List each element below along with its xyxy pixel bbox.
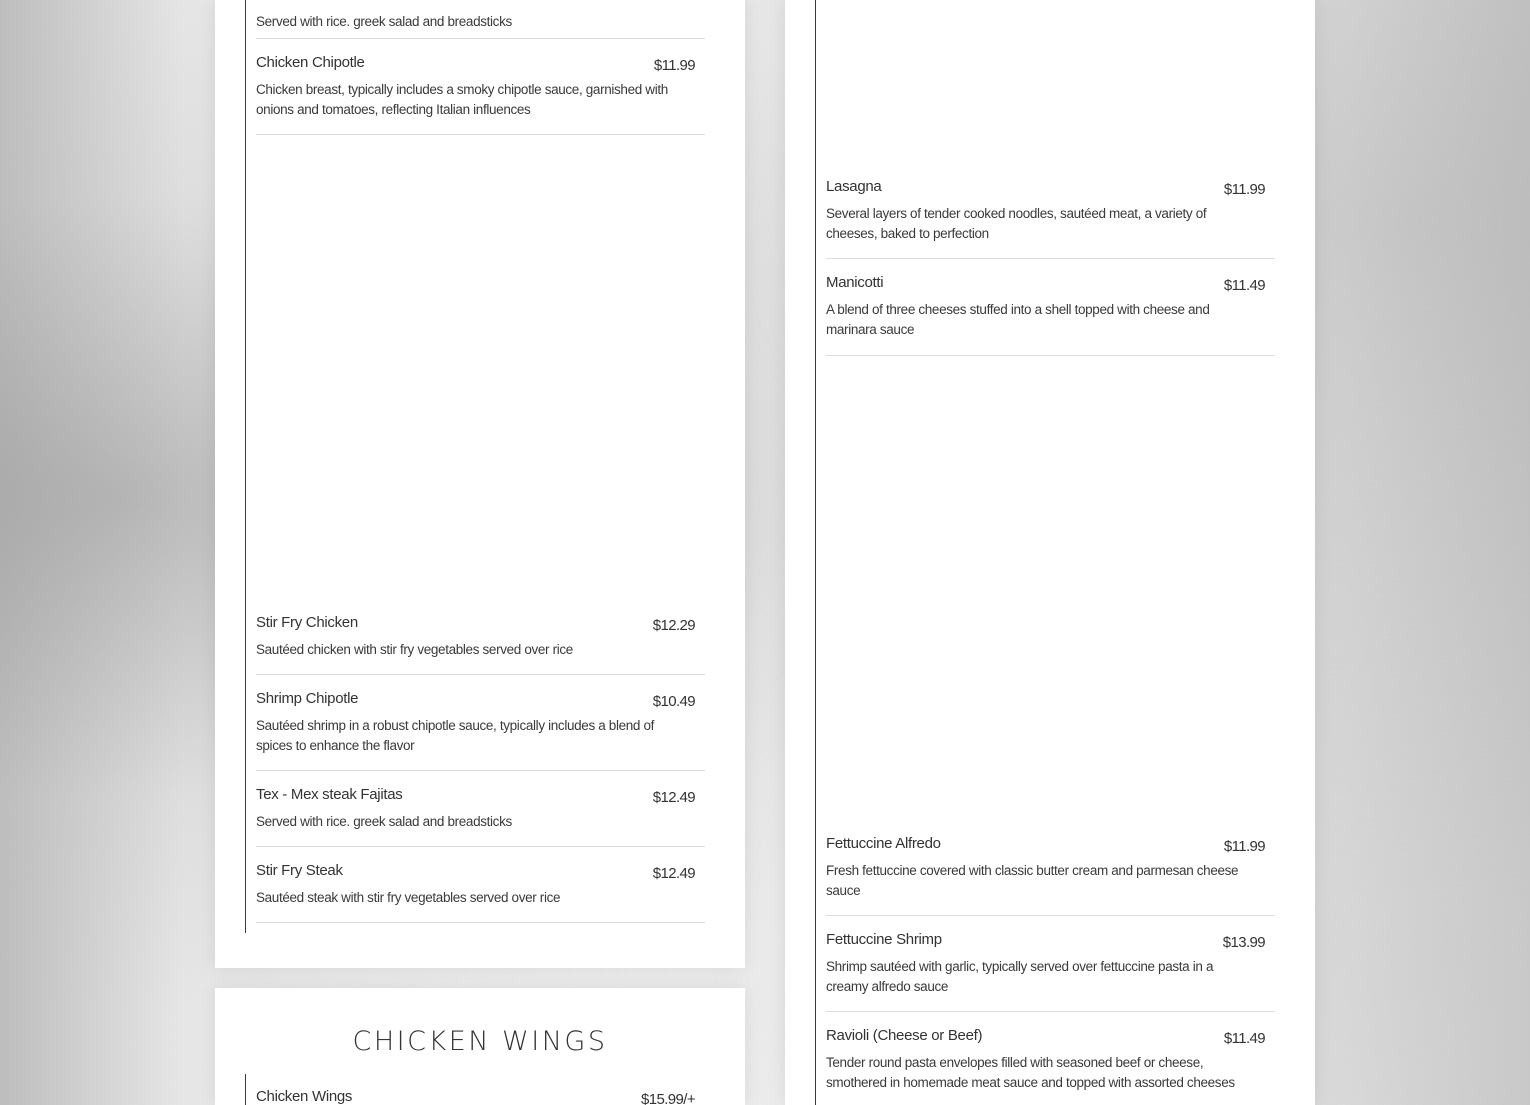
- menu-item-price: $13.99: [1222, 934, 1265, 951]
- menu-item[interactable]: [256, 614, 705, 675]
- menu-item-name: Stir Fry Chicken: [256, 614, 358, 631]
- menu-item-description: Chicken breast, typically includes a smoky chipotle sauce, garnished with onions and tomatoes, reflecting Italian influences: [256, 82, 668, 117]
- menu-item-description: A blend of three cheeses stuffed into a shell topped with cheese and marinara sauce: [826, 302, 1210, 337]
- menu-item[interactable]: [256, 54, 705, 135]
- menu-item-name: Tex - Mex steak Fajitas: [256, 786, 403, 803]
- menu-item-name: Ravioli (Cheese or Beef): [826, 1027, 983, 1044]
- menu-item[interactable]: [826, 835, 1275, 916]
- menu-card-left-divider: [245, 0, 246, 933]
- menu-item-price: $11.49: [1223, 277, 1265, 294]
- menu-item-name: Shrimp Chipotle: [256, 690, 359, 707]
- menu-item-description: Several layers of tender cooked noodles, sautéed meat, a variety of cheeses, baked to perfection: [826, 206, 1207, 241]
- menu-item-price: $12.49: [652, 865, 695, 882]
- menu-item-description: Shrimp sautéed with garlic, typically served over fettuccine pasta in a creamy alfredo sauce: [826, 959, 1214, 994]
- menu-item-name: Fettuccine Alfredo: [826, 835, 941, 852]
- menu-item-name: Chicken Wings: [256, 1088, 353, 1105]
- menu-item-name: Lasagna: [826, 178, 882, 195]
- section-title: CHICKEN WINGS: [352, 1026, 608, 1057]
- menu-item[interactable]: [826, 274, 1275, 356]
- menu-item-price: $12.49: [652, 789, 695, 806]
- chicken-wings-card: [215, 988, 745, 1105]
- menu-item-price: $11.99: [1223, 181, 1265, 198]
- menu-item-name: Fettuccine Shrimp: [826, 931, 942, 948]
- menu-item-description: Sautéed steak with stir fry vegetables served over rice: [256, 890, 561, 905]
- menu-item-price: $11.99: [653, 57, 695, 74]
- menu-item-description: Fresh fettuccine covered with classic butter cream and parmesan cheese sauce: [826, 863, 1239, 898]
- menu-item-description: Sautéed shrimp in a robust chipotle sauce, typically includes a blend of spices to enhance the flavor: [256, 718, 655, 753]
- menu-item-description: Served with rice. greek salad and breadsticks: [256, 814, 512, 829]
- menu-card-left: [215, 0, 745, 968]
- menu-item-price: $10.49: [652, 693, 695, 710]
- menu-item[interactable]: [256, 0, 705, 39]
- menu-item-name: Stir Fry Steak: [256, 862, 343, 879]
- menu-card-right-divider: [815, 0, 816, 1105]
- menu-item[interactable]: [256, 1088, 705, 1105]
- menu-item-price: $11.49: [1223, 1030, 1265, 1047]
- menu-item-description: Served with rice. greek salad and breadsticks: [256, 14, 512, 29]
- menu-item[interactable]: [826, 1027, 1275, 1105]
- menu-item-name: Chicken Chipotle: [256, 54, 365, 71]
- menu-item[interactable]: [826, 931, 1275, 1012]
- menu-item[interactable]: [256, 786, 705, 847]
- menu-item-description: Sautéed chicken with stir fry vegetables served over rice: [256, 642, 573, 657]
- menu-item[interactable]: [256, 690, 705, 771]
- menu-item-name: Manicotti: [826, 274, 884, 291]
- chicken-wings-divider: [245, 1074, 246, 1105]
- menu-card-right: [785, 0, 1315, 1105]
- menu-item-description: Tender round pasta envelopes filled with seasoned beef or cheese, smothered in homemade meat sauce and topped with assorted cheeses: [826, 1055, 1235, 1090]
- menu-item[interactable]: [256, 862, 705, 923]
- menu-item-price: $15.99/+: [640, 1091, 695, 1105]
- menu-item-price: $12.29: [652, 617, 695, 634]
- menu-item-price: $11.99: [1223, 838, 1265, 855]
- menu-item[interactable]: [826, 178, 1275, 259]
